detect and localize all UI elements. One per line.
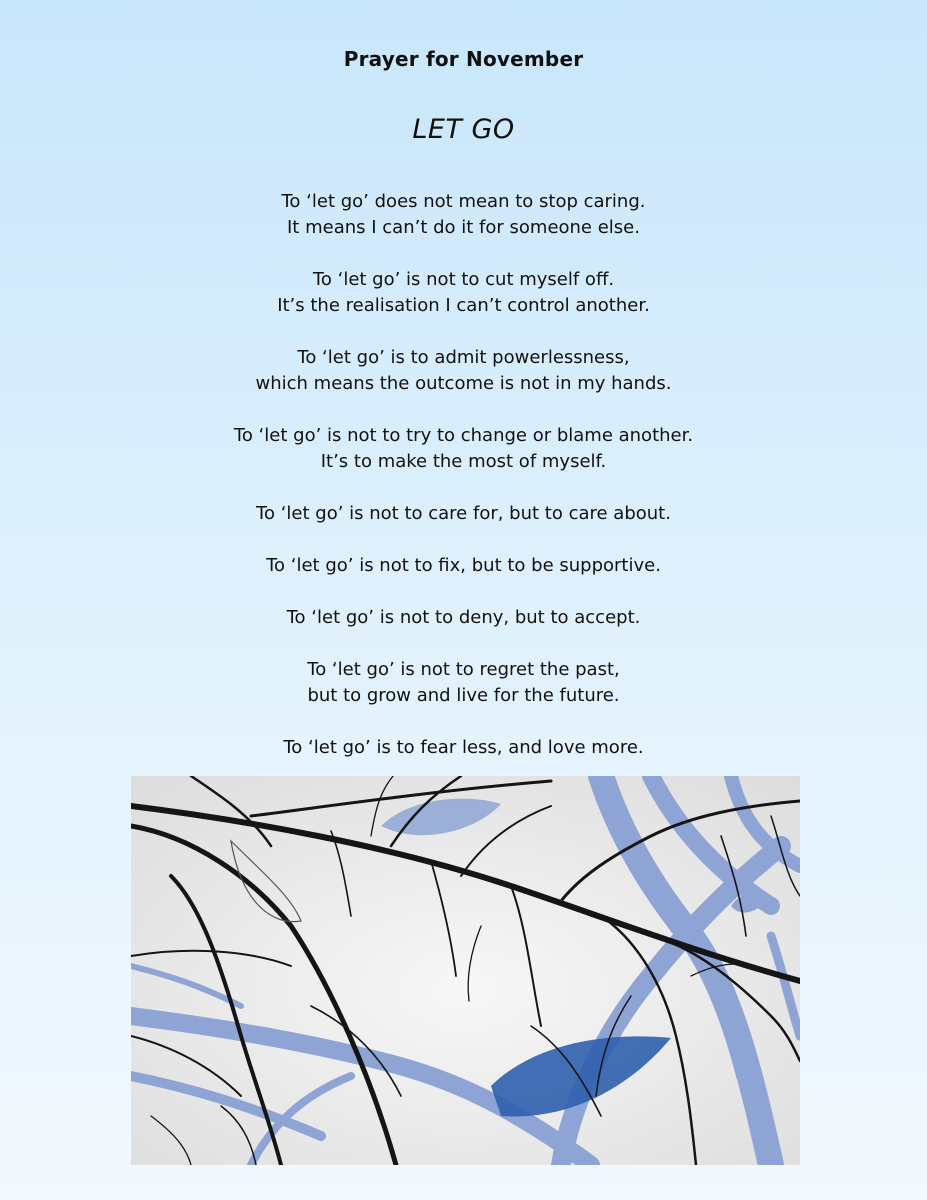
- poem-line: which means the outcome is not in my hands.: [255, 373, 672, 394]
- bare-branches-illustration: [131, 776, 800, 1165]
- page-heading: Prayer for November: [343, 47, 584, 71]
- poem-body: [0, 189, 927, 787]
- poem-line: It’s the realisation I can’t control another.: [277, 295, 650, 316]
- poem-stanza: [0, 657, 927, 709]
- poem-stanza: [0, 735, 927, 761]
- poem-line: but to grow and live for the future.: [307, 685, 620, 706]
- poem-line: To ‘let go’ is to admit powerlessness,: [297, 347, 630, 368]
- poem-line: It means I can’t do it for someone else.: [287, 217, 640, 238]
- bare-branches-image: [131, 776, 800, 1165]
- poem-line: To ‘let go’ is not to try to change or blame another.: [233, 425, 694, 446]
- poem-line: To ‘let go’ does not mean to stop caring.: [281, 191, 646, 212]
- poem-line: To ‘let go’ is to fear less, and love more.: [283, 737, 644, 758]
- poem-stanza: [0, 423, 927, 475]
- poem-stanza: [0, 501, 927, 527]
- poem-title: LET GO: [412, 114, 515, 145]
- poem-line: To ‘let go’ is not to regret the past,: [307, 659, 620, 680]
- poem-line: To ‘let go’ is not to care for, but to care about.: [256, 503, 671, 524]
- poem-stanza: [0, 553, 927, 579]
- poem-line: To ‘let go’ is not to fix, but to be supportive.: [266, 555, 661, 576]
- poem-line: To ‘let go’ is not to deny, but to accept.: [286, 607, 641, 628]
- poem-line: To ‘let go’ is not to cut myself off.: [312, 269, 615, 290]
- poem-stanza: [0, 267, 927, 319]
- poem-stanza: [0, 345, 927, 397]
- poem-line: It’s to make the most of myself.: [320, 451, 607, 472]
- poem-stanza: [0, 189, 927, 241]
- poem-stanza: [0, 605, 927, 631]
